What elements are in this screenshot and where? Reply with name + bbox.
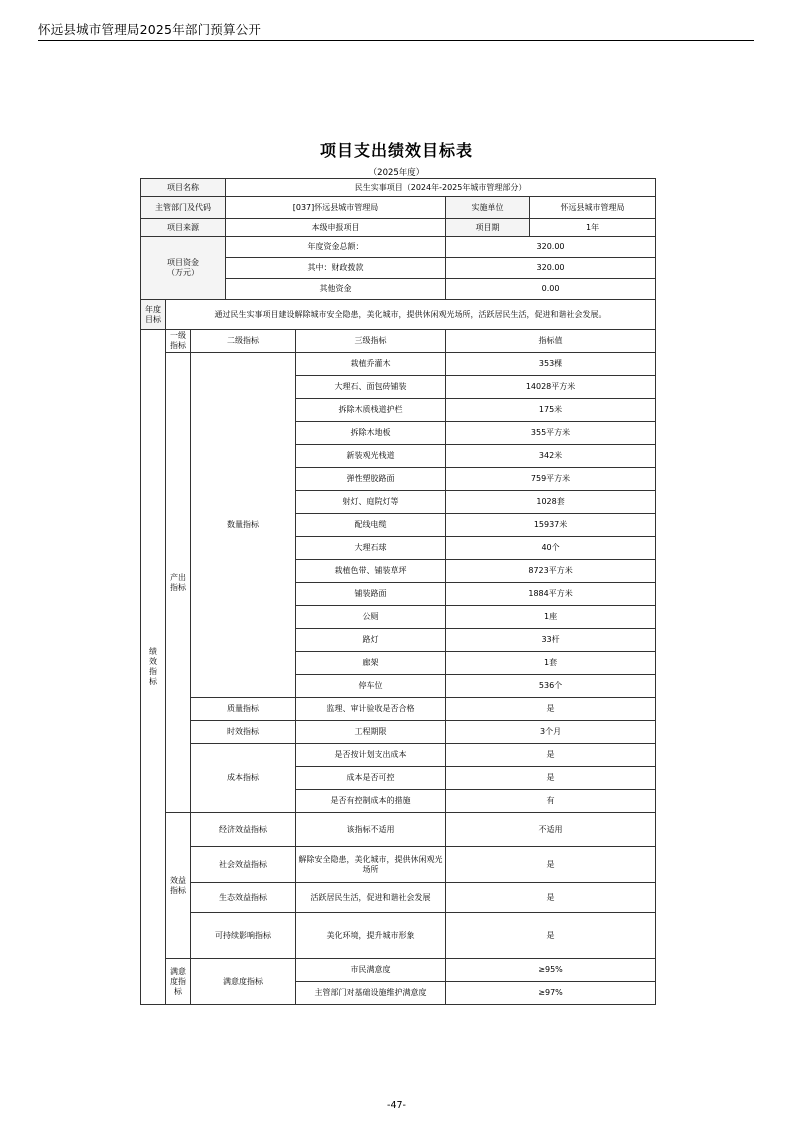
- level3-indicator: 射灯、庭院灯等: [296, 491, 446, 514]
- level3-indicator: 栽植色带、铺装草坪: [296, 560, 446, 583]
- benefit-indicator-name: 生态效益指标: [191, 883, 296, 913]
- indicator-row: [141, 959, 656, 982]
- level3-indicator: 监理、审计验收是否合格: [296, 698, 446, 721]
- level3-indicator: 拆除木地板: [296, 422, 446, 445]
- dept-code-label: 主管部门及代码: [141, 197, 226, 219]
- period-label: 项目期: [446, 219, 530, 237]
- level3-indicator: 工程期限: [296, 721, 446, 744]
- level3-indicator: 公厕: [296, 606, 446, 629]
- satisfaction-indicator-name: 满意度指标: [191, 959, 296, 1005]
- level2-header: 二级指标: [191, 330, 296, 353]
- page-header: 怀远县城市管理局2025年部门预算公开: [38, 22, 262, 37]
- indicator-row: [141, 353, 656, 376]
- benefit-indicator-name: 社会效益指标: [191, 847, 296, 883]
- level3-indicator: 路灯: [296, 629, 446, 652]
- level3-indicator: 大理石球: [296, 537, 446, 560]
- indicator-row: [141, 913, 656, 959]
- indicator-value: ≥97%: [446, 982, 656, 1005]
- indicator-value: 33杆: [446, 629, 656, 652]
- benefit-indicators-label: 效益 指标: [166, 813, 191, 959]
- indicator-value: 是: [446, 847, 656, 883]
- fiscal-funds-label: 其中：财政拨款: [226, 258, 446, 279]
- year-label: （2025年度）: [368, 168, 425, 178]
- indicator-value: ≥95%: [446, 959, 656, 982]
- level3-indicator: 拆除木质栈道护栏: [296, 399, 446, 422]
- indicator-value: 是: [446, 698, 656, 721]
- fiscal-funds-value: 320.00: [446, 258, 656, 279]
- level3-indicator: 弹性塑胶路面: [296, 468, 446, 491]
- indicator-value: 342米: [446, 445, 656, 468]
- source-value: 本级申报项目: [226, 219, 446, 237]
- satisfaction-indicators-label: 满意 度指 标: [166, 959, 191, 1005]
- indicator-value: 1座: [446, 606, 656, 629]
- project-name-value: 民生实事项目（2024年-2025年城市管理部分）: [226, 179, 656, 197]
- indicator-value: 353棵: [446, 353, 656, 376]
- indicator-value: 8723平方米: [446, 560, 656, 583]
- annual-goal-label: 年度 目标: [141, 300, 166, 330]
- level3-indicator: 是否按计划支出成本: [296, 744, 446, 767]
- indicator-value: 175米: [446, 399, 656, 422]
- level3-indicator: 市民满意度: [296, 959, 446, 982]
- indicator-value: 15937米: [446, 514, 656, 537]
- indicator-value: 是: [446, 744, 656, 767]
- indicator-value: 3个月: [446, 721, 656, 744]
- cost-indicator-label: 成本指标: [191, 744, 296, 813]
- indicator-value: 355平方米: [446, 422, 656, 445]
- indicator-value: 1884平方米: [446, 583, 656, 606]
- indicator-value: 是: [446, 883, 656, 913]
- annual-goal-value: 通过民生实事项目建设解除城市安全隐患，美化城市，提供休闲观光场所，活跃居民生活，促进和谐社会发展。: [166, 300, 656, 330]
- indicator-value: 14028平方米: [446, 376, 656, 399]
- quantity-indicator-label: 数量指标: [191, 353, 296, 698]
- performance-indicators-label: 绩 效 指 标: [141, 330, 166, 1005]
- level3-indicator: 廊架: [296, 652, 446, 675]
- indicator-row: [141, 847, 656, 883]
- indicator-value: 759平方米: [446, 468, 656, 491]
- quality-indicator-label: 质量指标: [191, 698, 296, 721]
- indicator-row: [141, 721, 656, 744]
- source-label: 项目来源: [141, 219, 226, 237]
- other-funds-value: 0.00: [446, 279, 656, 300]
- impl-unit-value: 怀远县城市管理局: [530, 197, 656, 219]
- funds-label: 项目资金 （万元）: [141, 237, 226, 300]
- period-value: 1年: [530, 219, 656, 237]
- table-title: 项目支出绩效目标表: [319, 141, 473, 160]
- output-indicators-label: 产出 指标: [166, 353, 191, 813]
- indicator-value: 40个: [446, 537, 656, 560]
- annual-total-value: 320.00: [446, 237, 656, 258]
- timeliness-indicator-label: 时效指标: [191, 721, 296, 744]
- page-number: -47-: [387, 1100, 406, 1111]
- impl-unit-label: 实施单位: [446, 197, 530, 219]
- level3-indicator: 该指标不适用: [296, 813, 446, 847]
- level3-indicator: 成本是否可控: [296, 767, 446, 790]
- header-rule: [38, 40, 754, 41]
- level3-indicator: 活跃居民生活，促进和谐社会发展: [296, 883, 446, 913]
- indicator-value: 是: [446, 913, 656, 959]
- indicator-value: 1028套: [446, 491, 656, 514]
- indicator-row: [141, 744, 656, 767]
- level3-header: 三级指标: [296, 330, 446, 353]
- level3-indicator: 是否有控制成本的措施: [296, 790, 446, 813]
- level3-indicator: 主管部门对基础设施维护满意度: [296, 982, 446, 1005]
- indicator-value: 1套: [446, 652, 656, 675]
- level3-indicator: 配线电缆: [296, 514, 446, 537]
- indicator-value: 是: [446, 767, 656, 790]
- project-name-label: 项目名称: [141, 179, 226, 197]
- performance-target-table: [140, 178, 656, 1005]
- level3-indicator: 栽植乔灌木: [296, 353, 446, 376]
- indicator-value-header: 指标值: [446, 330, 656, 353]
- level3-indicator: 美化环境，提升城市形象: [296, 913, 446, 959]
- level3-indicator: 铺装路面: [296, 583, 446, 606]
- level3-indicator: 大理石、面包砖铺装: [296, 376, 446, 399]
- indicator-row: [141, 698, 656, 721]
- benefit-indicator-name: 可持续影响指标: [191, 913, 296, 959]
- other-funds-label: 其他资金: [226, 279, 446, 300]
- level3-indicator: 新装观光栈道: [296, 445, 446, 468]
- indicator-value: 有: [446, 790, 656, 813]
- level3-indicator: 解除安全隐患，美化城市，提供休闲观光场所: [296, 847, 446, 883]
- level3-indicator: 停车位: [296, 675, 446, 698]
- annual-total-label: 年度资金总额：: [226, 237, 446, 258]
- indicator-row: [141, 883, 656, 913]
- indicator-value: 536个: [446, 675, 656, 698]
- dept-code-value: [037]怀远县城市管理局: [226, 197, 446, 219]
- indicator-value: 不适用: [446, 813, 656, 847]
- level1-header: 一级 指标: [166, 330, 191, 353]
- indicator-row: [141, 813, 656, 847]
- benefit-indicator-name: 经济效益指标: [191, 813, 296, 847]
